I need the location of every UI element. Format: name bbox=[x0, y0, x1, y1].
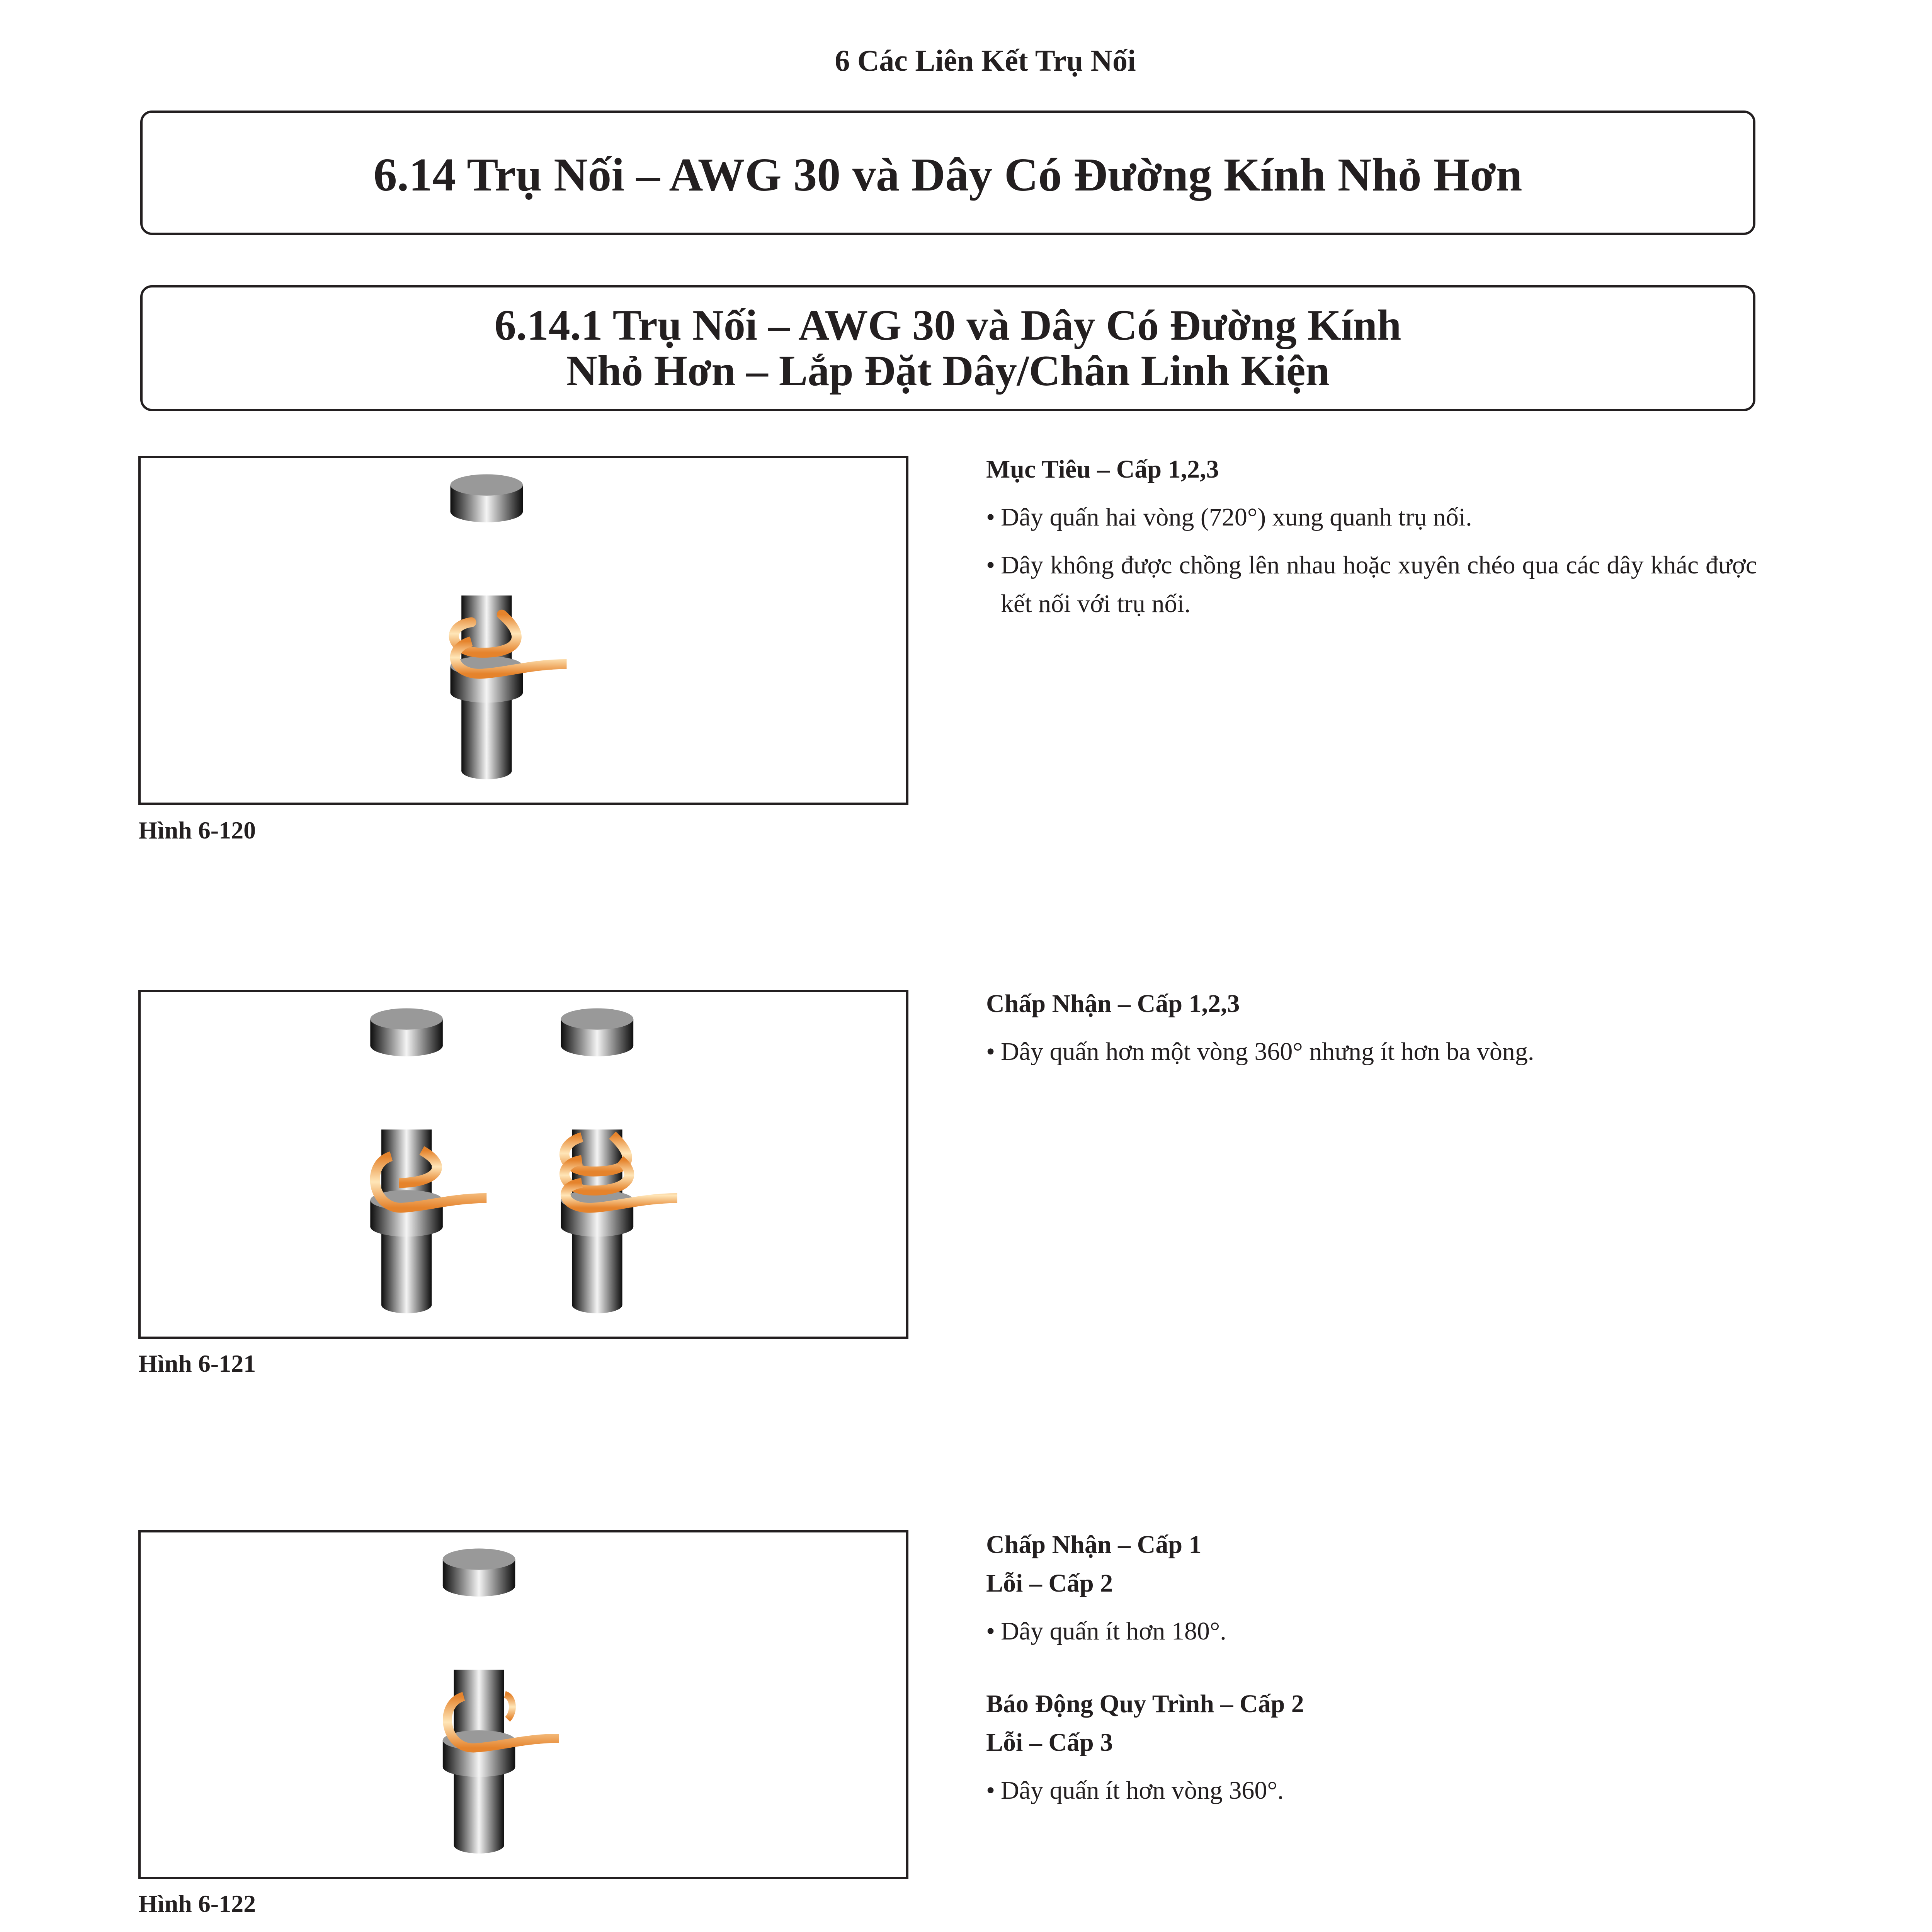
criteria-heading: Lỗi – Cấp 2 bbox=[986, 1569, 1113, 1597]
criteria-bullet: • Dây không được chồng lên nhau hoặc xuyên chéo qua các dây khác được kết nối với trụ nối. bbox=[986, 546, 1757, 623]
bullet-icon: • bbox=[986, 1776, 995, 1804]
subsection-title-line1: 6.14.1 Trụ Nối – AWG 30 và Dây Có Đường Kính bbox=[494, 301, 1401, 349]
criteria-heading: Mục Tiêu – Cấp 1,2,3 bbox=[986, 455, 1219, 483]
subsection-title-line2: Nhỏ Hơn – Lắp Đặt Dây/Chân Linh Kiện bbox=[566, 347, 1330, 395]
figure-caption: Hình 6-120 bbox=[138, 816, 256, 844]
figure-6-122 bbox=[138, 1530, 908, 1879]
criteria-heading: Chấp Nhận – Cấp 1 bbox=[986, 1531, 1202, 1559]
criteria-bullet: • Dây quấn hai vòng (720°) xung quanh trụ nối. bbox=[986, 498, 1757, 537]
bullet-icon: • bbox=[986, 503, 995, 531]
running-head: 6 Các Liên Kết Trụ Nối bbox=[835, 44, 1136, 77]
criteria-heading: Chấp Nhận – Cấp 1,2,3 bbox=[986, 990, 1240, 1018]
bullet-icon: • bbox=[986, 551, 995, 579]
criteria-bullet: • Dây quấn hơn một vòng 360° nhưng ít hơn ba vòng. bbox=[986, 1032, 1757, 1071]
figure-caption: Hình 6-122 bbox=[138, 1890, 256, 1917]
bullet-icon: • bbox=[986, 1037, 995, 1066]
subsection-title bbox=[140, 285, 1755, 411]
terminal-post-wire-wrap-icon bbox=[141, 1532, 906, 1877]
section-title bbox=[140, 111, 1755, 235]
section-title-text: 6.14 Trụ Nối – AWG 30 và Dây Có Đường Kính Nhỏ Hơn bbox=[373, 149, 1522, 201]
bullet-icon: • bbox=[986, 1617, 995, 1645]
figure-caption: Hình 6-121 bbox=[138, 1350, 256, 1377]
terminal-post-wire-wrap-icon bbox=[141, 992, 906, 1337]
figure-6-121 bbox=[138, 990, 908, 1339]
terminal-post-wire-wrap-icon bbox=[141, 458, 906, 803]
criteria-figure-6-122 bbox=[986, 1526, 1757, 1810]
criteria-figure-6-121 bbox=[986, 985, 1757, 1071]
criteria-bullet: • Dây quấn ít hơn 180°. bbox=[986, 1612, 1757, 1651]
criteria-heading: Lỗi – Cấp 3 bbox=[986, 1728, 1113, 1757]
figure-6-120 bbox=[138, 456, 908, 805]
criteria-bullet: • Dây quấn ít hơn vòng 360°. bbox=[986, 1771, 1757, 1810]
criteria-figure-6-120 bbox=[986, 450, 1757, 623]
criteria-heading: Báo Động Quy Trình – Cấp 2 bbox=[986, 1690, 1304, 1718]
